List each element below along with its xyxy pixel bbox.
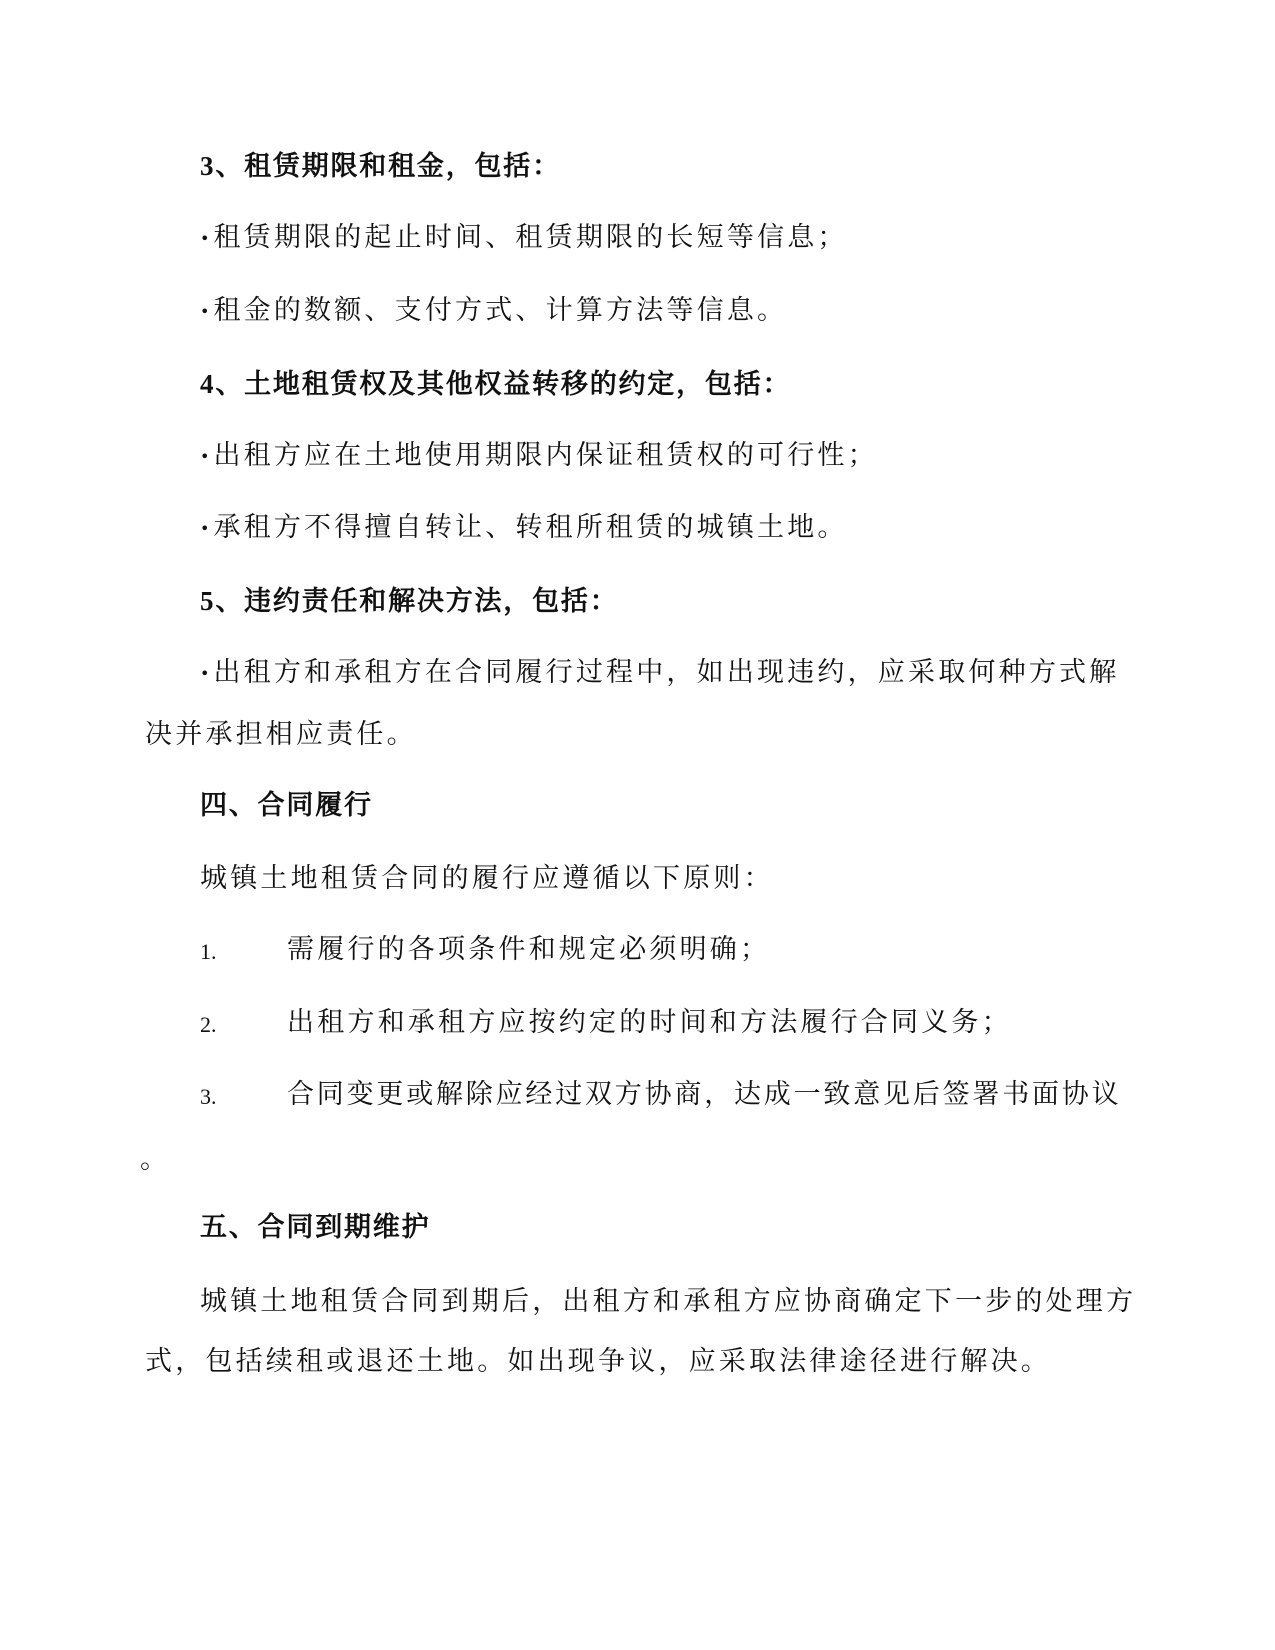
principle-text: 出租方和承租方应按约定的时间和方法履行合同义务； (287, 1007, 1012, 1038)
bullet-icon: • (200, 663, 210, 683)
section-4-title: 四、合同履行 (200, 790, 373, 821)
bullet-item (200, 218, 848, 259)
bullet-icon: • (200, 446, 210, 466)
item-heading-4-number: 4 (200, 369, 216, 399)
item-heading-3-number: 3 (200, 151, 216, 181)
principle-number: 1. (200, 939, 217, 964)
principle-text: 合同变更或解除应经过双方协商，达成一致意见后签署书面协议 (287, 1079, 1122, 1110)
section-5-title: 五、合同到期维护 (200, 1212, 431, 1243)
principle-number: 3. (200, 1084, 217, 1109)
item-heading-5-number: 5 (200, 586, 216, 616)
bullet-item (200, 653, 1119, 694)
item-heading-5-text: 、违约责任和解决方法，包括： (215, 586, 619, 617)
bullet-item (200, 508, 848, 549)
bullet-item (200, 436, 878, 477)
bullet-icon: • (200, 518, 210, 538)
bullet-text: 承租方不得擅自转让、转租所租赁的城镇土地。 (213, 512, 848, 543)
bullet-text: 租金的数额、支付方式、计算方法等信息。 (213, 295, 788, 326)
bullet-item (200, 291, 787, 332)
item-heading-3-text: 、租赁期限和租金，包括： (215, 151, 561, 182)
bullet-text: 出租方和承租方在合同履行过程中，如出现违约，应采取何种方式解 (213, 657, 1120, 688)
bullet-icon: • (200, 228, 210, 248)
item-heading-3 (200, 146, 561, 187)
section-5-paragraph-line-2: 式，包括续租或退还土地。如出现争议，应采取法律途径进行解决。 (145, 1346, 1051, 1377)
item-heading-4 (200, 364, 791, 405)
section-5-paragraph-line-1: 城镇土地租赁合同到期后，出租方和承租方应协商确定下一步的处理方 (200, 1286, 1137, 1317)
bullet-text-continuation: 决并承担相应责任。 (145, 719, 417, 750)
bullet-text: 租赁期限的起止时间、租赁期限的长短等信息； (213, 222, 848, 253)
principle-number: 2. (200, 1012, 217, 1037)
item-heading-5 (200, 581, 619, 622)
bullet-icon: • (200, 301, 210, 321)
principle-text: 需履行的各项条件和规定必须明确； (287, 934, 771, 965)
item-heading-4-text: 、土地租赁权及其他权益转移的约定，包括： (215, 369, 792, 400)
principle-text-continuation: 。 (140, 1144, 171, 1175)
section-4-intro: 城镇土地租赁合同的履行应遵循以下原则： (200, 863, 774, 894)
bullet-text: 出租方应在土地使用期限内保证租赁权的可行性； (213, 440, 878, 471)
